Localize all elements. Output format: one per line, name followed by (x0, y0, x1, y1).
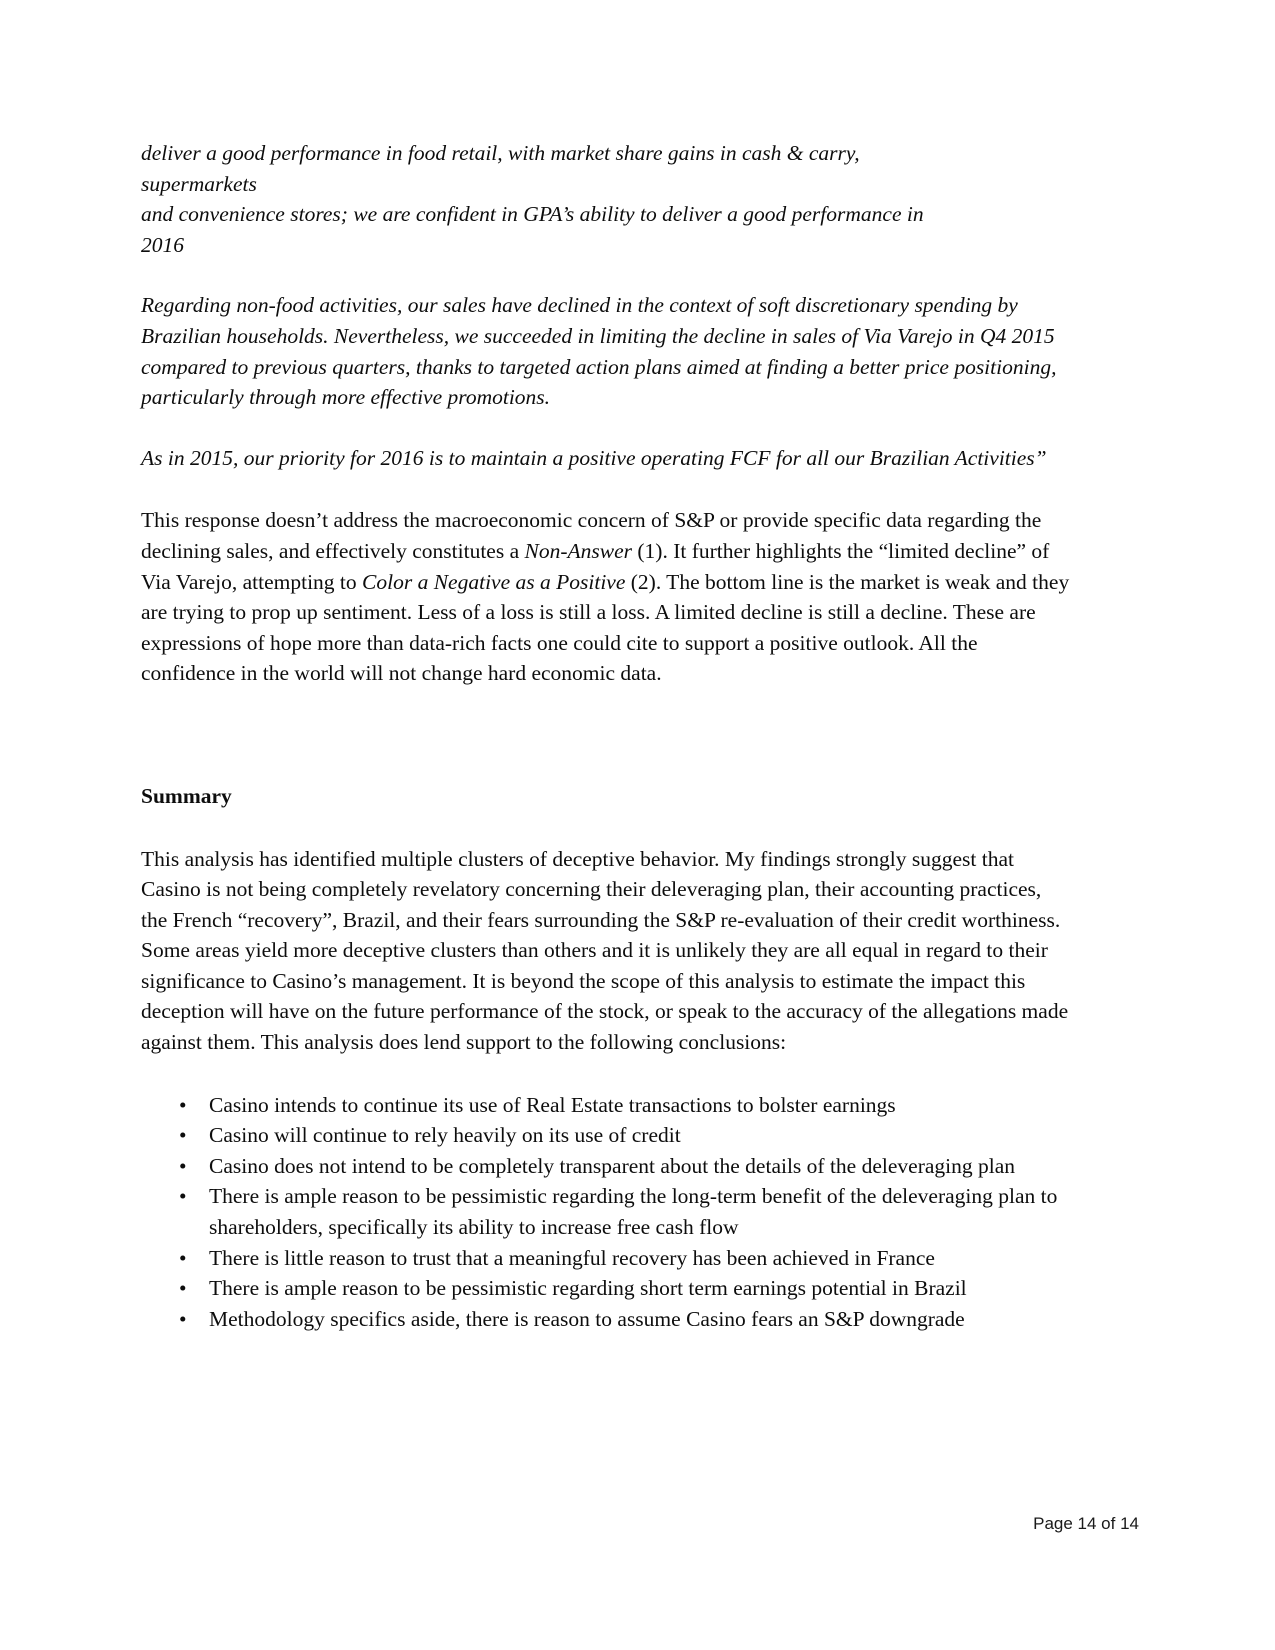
analysis-paragraph (141, 505, 1071, 689)
list-item (141, 1273, 1071, 1304)
list-item-label: Casino does not intend to be completely transparent about the details of the deleveraging plan (209, 1153, 1016, 1178)
section-heading-summary: Summary (141, 783, 232, 808)
spacer (141, 260, 1071, 290)
analysis-segment-3: (1). It further highlights the “limited decline” of Via Varejo, attempting to (141, 538, 1050, 594)
list-item-label: There is ample reason to be pessimistic regarding the long-term benefit of the deleveraging plan to shareholders, specifically its ability to increase free cash flow (209, 1184, 1058, 1240)
quote-line-3: and convenience stores; we are confident in GPA’s ability to deliver a good performance in (141, 202, 924, 227)
analysis-term-non-answer: Non-Answer (524, 538, 632, 563)
list-item-label: There is little reason to trust that a meaningful recovery has been achieved in France (209, 1245, 935, 1270)
list-item (141, 1181, 1071, 1242)
spacer (141, 812, 1071, 844)
bullet-icon: • (179, 1153, 187, 1178)
spacer (141, 1058, 1071, 1090)
list-item (141, 1120, 1071, 1151)
bullet-icon: • (179, 1306, 187, 1331)
bullet-icon: • (179, 1184, 187, 1209)
analysis-term-color-a-negative: Color a Negative as a Positive (362, 569, 626, 594)
quote-paragraph-2: Regarding non-food activities, our sales have declined in the context of soft discretionary spending by Brazilian households. Nevertheless, we succeeded in limiting the decline in sales of Via Varejo in Q4 2015 compared to previous quarters, thanks to targeted action plans aimed at finding a better price positioning, particularly through more effective promotions. (141, 293, 1057, 410)
bullet-icon: • (179, 1092, 187, 1117)
spacer (141, 413, 1071, 443)
page-content (141, 138, 1071, 1334)
spacer (141, 473, 1071, 505)
bullet-icon: • (179, 1276, 187, 1301)
list-item (141, 1304, 1071, 1335)
quote-line-1: deliver a good performance in food retail, with market share gains in cash & carry, (141, 141, 860, 165)
analysis-segment-1: This response doesn’t address the macroeconomic concern of S&P or provide specific data regarding the declining sales, and effectively constitutes a (141, 508, 1042, 563)
analysis-segment-5: (2). The bottom line is the market is weak and they are trying to prop up sentiment. Less of a loss is still a loss. A limited decline is still a decline. These are expressions of hope more than data-rich facts one could cite to support a positive outlook. All the confidence in the world will not change hard economic data. (141, 569, 1070, 686)
bullet-icon: • (179, 1123, 187, 1148)
spacer (141, 689, 1071, 781)
list-item-label: Casino will continue to rely heavily on its use of credit (209, 1123, 681, 1148)
list-item-label: Casino intends to continue its use of Real Estate transactions to bolster earnings (209, 1092, 896, 1117)
quote-paragraph-1 (141, 138, 1071, 260)
list-item (141, 1243, 1071, 1274)
page-footer: Page 14 of 14 (1033, 1514, 1139, 1533)
list-item-label: Methodology specifics aside, there is reason to assume Casino fears an S&P downgrade (209, 1306, 965, 1331)
list-item-label: There is ample reason to be pessimistic regarding short term earnings potential in Brazil (209, 1276, 967, 1301)
quote-line-2: supermarkets (141, 171, 257, 196)
quote-paragraph-3: As in 2015, our priority for 2016 is to maintain a positive operating FCF for all our Brazilian Activities” (141, 445, 1047, 470)
list-item (141, 1090, 1071, 1121)
bullet-icon: • (179, 1245, 187, 1270)
summary-paragraph: This analysis has identified multiple clusters of deceptive behavior. My findings strongly suggest that Casino is not being completely revelatory concerning their deleveraging plan, their accounting practices, the French “recovery”, Brazil, and their fears surrounding the S&P re-evaluation of their credit worthiness. Some areas yield more deceptive clusters than others and it is unlikely they are all equal in regard to their significance to Casino’s management. It is beyond the scope of this analysis to estimate the impact this deception will have on the future performance of the stock, or speak to the accuracy of the allegations made against them. This analysis does lend support to the following conclusions: (141, 846, 1069, 1055)
list-item (141, 1151, 1071, 1182)
conclusions-list (141, 1090, 1071, 1335)
quote-line-4: 2016 (141, 232, 184, 257)
